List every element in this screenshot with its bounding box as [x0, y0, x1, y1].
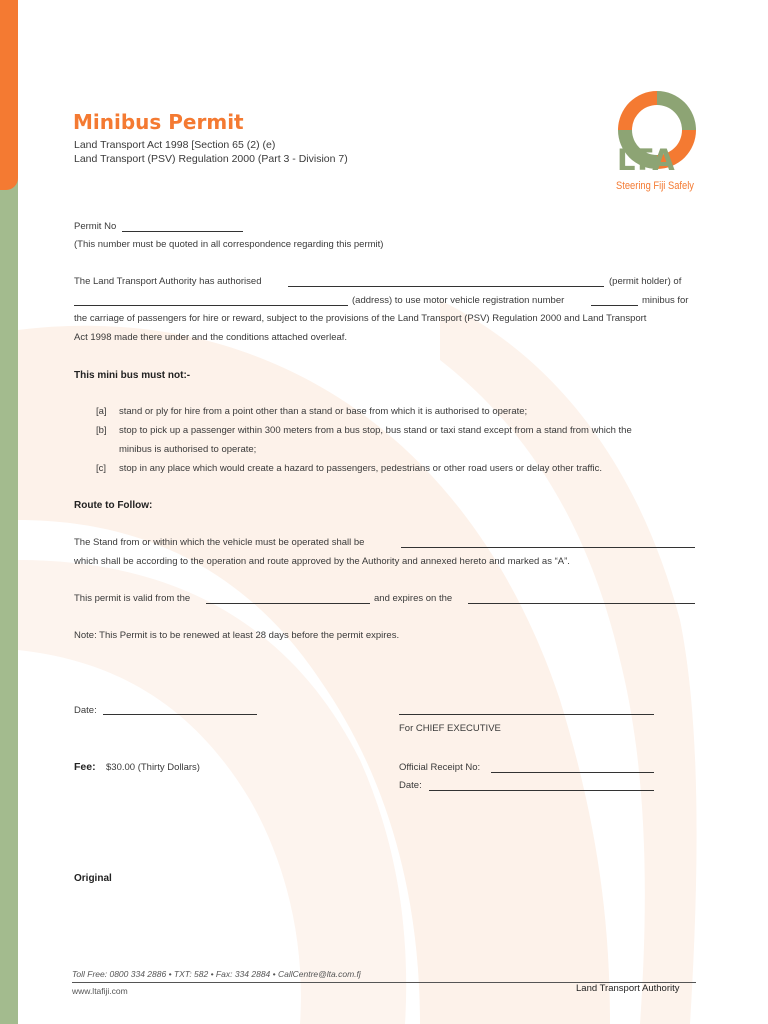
auth-text-2: the carriage of passengers for hire or reward, subject to the provisions of the Land Transport (PSV) Regulation 2000 and Land Transport [74, 313, 647, 324]
restriction-marker-a: [a] [96, 406, 107, 417]
logo-letters: LTA [617, 143, 677, 177]
valid-from-label: This permit is valid from the [74, 593, 191, 604]
permit-holder-field[interactable] [288, 286, 604, 287]
fee-label: Fee: [74, 761, 96, 773]
receipt-date-label: Date: [399, 780, 422, 791]
act-reference-2: Land Transport (PSV) Regulation 2000 (Part 3 - Division 7) [74, 153, 348, 165]
stand-text: The Stand from or within which the vehicle must be operated shall be [74, 537, 365, 548]
expires-on-label: and expires on the [374, 593, 453, 604]
permit-no-label: Permit No [74, 221, 117, 232]
receipt-label: Official Receipt No: [399, 762, 481, 773]
registration-number-field[interactable] [591, 305, 638, 306]
restriction-marker-b: [b] [96, 425, 107, 436]
lta-swirl-logo-icon [612, 60, 702, 200]
stand-field[interactable] [401, 547, 695, 548]
auth-text-1: The Land Transport Authority has authorised [74, 276, 262, 287]
footer-org: Land Transport Authority [576, 983, 680, 994]
footer-contacts: Toll Free: 0800 334 2886 • TXT: 582 • Fax: 334 2884 • CallCentre@lta.com.fj [72, 969, 361, 979]
permit-no-note: (This number must be quoted in all correspondence regarding this permit) [74, 239, 384, 250]
renewal-note: Note: This Permit is to be renewed at least 28 days before the permit expires. [74, 630, 400, 641]
footer-website: www.ltafiji.com [72, 986, 128, 996]
according-text: which shall be according to the operation and route approved by the Authority and annexed hereto and marked as “A”. [74, 556, 570, 567]
receipt-date-field[interactable] [429, 790, 654, 791]
valid-from-field[interactable] [206, 603, 370, 604]
copy-label: Original [74, 873, 112, 884]
date-field[interactable] [103, 714, 257, 715]
auth-text-3: Act 1998 made there under and the conditions attached overleaf. [74, 332, 348, 343]
logo-tagline: Steering Fiji Safely [616, 180, 694, 192]
act-reference-1: Land Transport Act 1998 [Section 65 (2) (e) [74, 139, 276, 151]
restriction-marker-c: [c] [96, 463, 107, 474]
permit-no-field[interactable] [122, 231, 243, 232]
for-chief-executive: For CHIEF EXECUTIVE [399, 723, 501, 734]
expires-on-field[interactable] [468, 603, 695, 604]
restriction-text-b-2: minibus is authorised to operate; [119, 444, 257, 455]
route-heading: Route to Follow: [74, 500, 153, 511]
auth-text-address: (address) to use motor vehicle registration number [352, 295, 565, 306]
restriction-text-c: stop in any place which would create a hazard to passengers, pedestrians or other road users or delay other traffic. [119, 463, 603, 474]
auth-text-holder: (permit holder) of [609, 276, 682, 287]
date-label: Date: [74, 705, 97, 716]
restrictions-heading: This mini bus must not:- [74, 370, 191, 381]
restriction-text-a: stand or ply for hire from a point other than a stand or base from which it is authorised to operate; [119, 406, 528, 417]
address-field[interactable] [74, 305, 348, 306]
page-title: Minibus Permit [73, 110, 244, 134]
auth-text-minibus: minibus for [642, 295, 689, 306]
receipt-field[interactable] [491, 772, 654, 773]
restriction-text-b-1: stop to pick up a passenger within 300 meters from a bus stop, bus stand or taxi stand except from a stand from which the [119, 425, 632, 436]
signature-field[interactable] [399, 714, 654, 715]
fee-value: $30.00 (Thirty Dollars) [106, 762, 200, 773]
